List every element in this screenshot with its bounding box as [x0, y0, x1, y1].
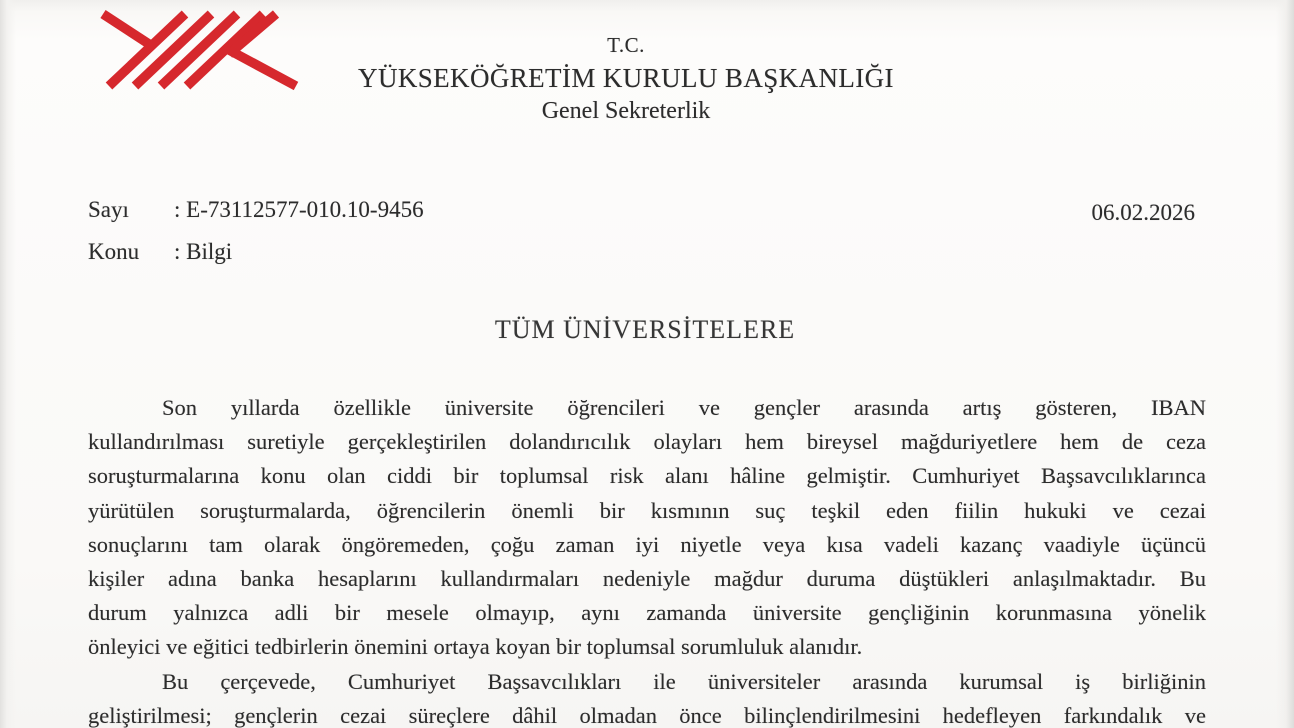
- body-line: Bu çerçevede, Cumhuriyet Başsavcılıkları ile üniversiteler arasında kurumsal iş birliğinin: [162, 668, 1206, 694]
- header-republic: T.C.: [607, 33, 645, 57]
- body-line: kişiler adına banka hesaplarını kullandırmaları nedeniyle mağdur duruma düştükleri anlaşılmaktadır. Bu: [88, 566, 1206, 592]
- sayi-label: Sayı: [88, 197, 129, 222]
- body-line: durum yalnızca adli bir mesele olmayıp, aynı zamanda üniversite gençliğinin korunmasına yönelik: [88, 600, 1206, 626]
- body-line: yürütülen soruşturmalarda, öğrencilerin önemli bir kısmının suç teşkil eden fiilin hukuki ve cezai: [88, 497, 1206, 523]
- body-line: geliştirilmesi; gençlerin cezai süreçlere dâhil olmadan önce bilinçlendirilmesini hedefleyen farkındalık ve: [88, 702, 1206, 728]
- recipient-heading: TÜM ÜNİVERSİTELERE: [494, 315, 796, 344]
- meta-block: [88, 197, 424, 281]
- sayi-value: : E-73112577-010.10-9456: [174, 197, 424, 222]
- body-line: kullandırılması suretiyle gerçekleştirilen dolandırıcılık olayları hem bireysel mağduriyetlere hem de ceza: [88, 429, 1206, 455]
- konu-label: Konu: [88, 239, 140, 264]
- header-department: Genel Sekreterlik: [541, 97, 711, 124]
- body-line: önleyici ve eğitici tedbirlerin önemini ortaya koyan bir toplumsal sorumluluk alanıdır.: [88, 634, 863, 660]
- konu-value: : Bilgi: [174, 239, 233, 264]
- body-line: soruşturmalarına konu olan ciddi bir toplumsal risk alanı hâline gelmiştir. Cumhuriyet Başsavcılıklarınca: [88, 463, 1206, 489]
- konu-row: [88, 239, 424, 281]
- body-line: Son yıllarda özellikle üniversite öğrencileri ve gençler arasında artış gösteren, IBAN: [162, 395, 1206, 420]
- header-institution: YÜKSEKÖĞRETİM KURULU BAŞKANLIĞI: [358, 62, 894, 93]
- letter-body: [88, 391, 1206, 728]
- body-line: sonuçlarını tam olarak öngöremeden, çoğu zaman iyi niyetle veya kısa vadeli kazanç vaadiyle üçüncü: [88, 531, 1206, 557]
- letterhead: [0, 33, 1252, 126]
- sayi-row: [88, 197, 424, 239]
- letter-date: 06.02.2026: [1091, 200, 1195, 225]
